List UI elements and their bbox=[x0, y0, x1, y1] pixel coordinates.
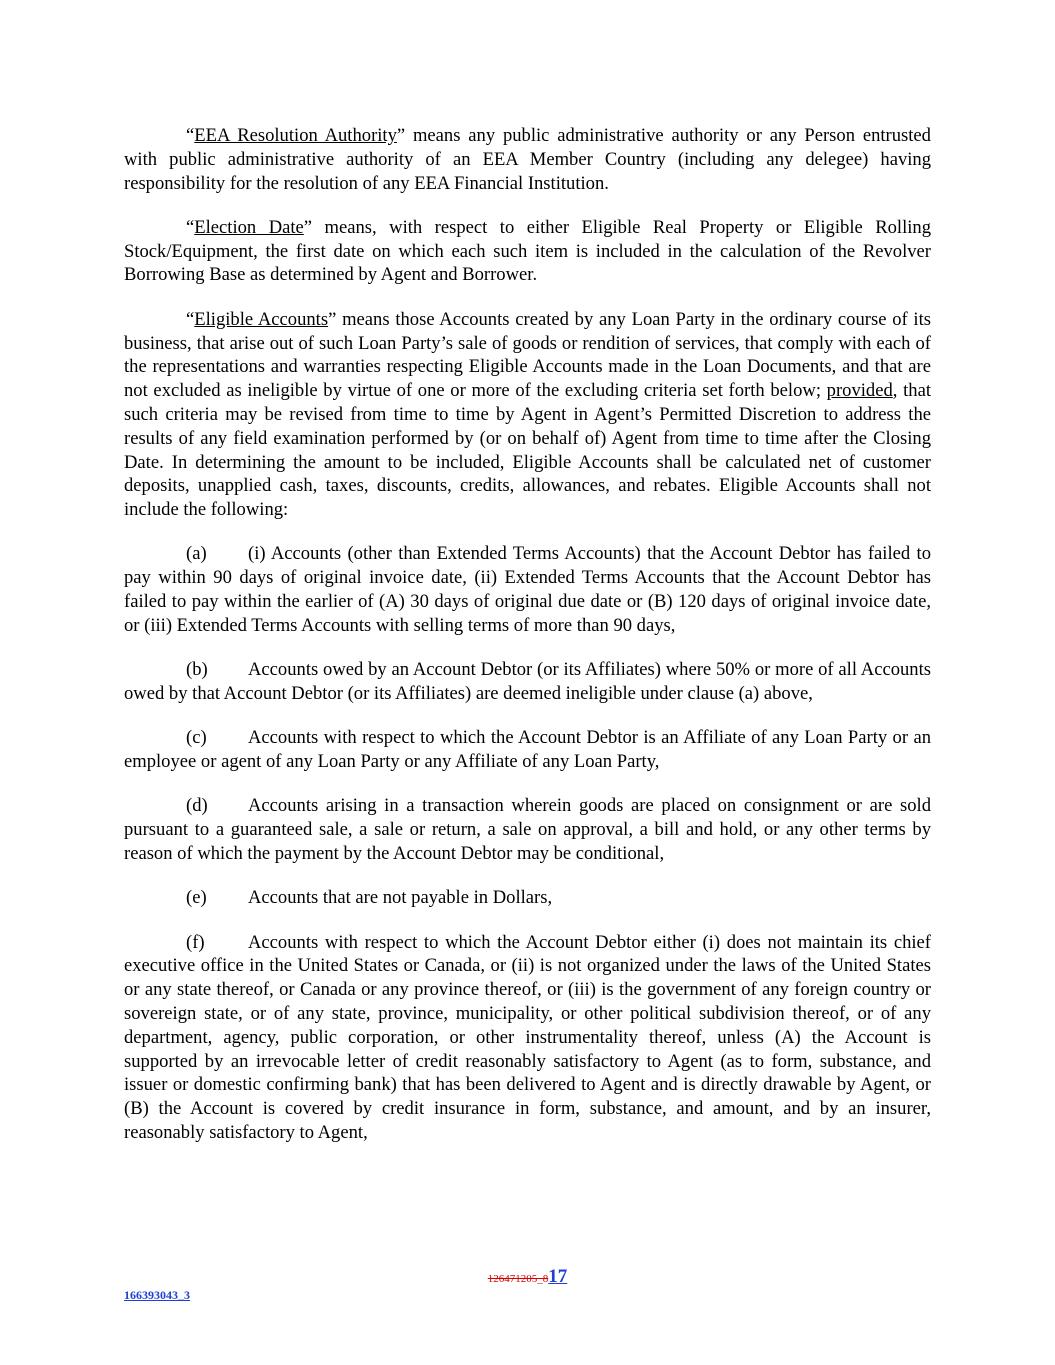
open-quote: “ bbox=[186, 125, 195, 146]
defined-term: Election Date bbox=[194, 216, 304, 238]
deleted-page-number: 126471205_8 bbox=[487, 1273, 549, 1285]
definition-eligible-accounts bbox=[124, 308, 931, 522]
definition-text: ” means those Accounts created by any Loan Party in the ordinary course of its business, that arise out of such Loan Party’s sale of goods or rendition of services, that comply with each of the representations and warranties respecting Eligible Accounts made in the Loan Documents, and that are not excluded as ineligible by virtue of one or more of the excluding criteria set forth below; bbox=[124, 308, 931, 402]
document-body bbox=[124, 124, 931, 1165]
definition-eea-resolution-authority bbox=[124, 124, 931, 195]
clause-label: (a) bbox=[186, 543, 207, 565]
defined-term: Eligible Accounts bbox=[194, 308, 329, 330]
document-id: 166393043_3 bbox=[124, 1288, 190, 1302]
clause-text: Accounts owed by an Account Debtor (or its Affiliates) where 50% or more of all Accounts owed by that Account Debtor (or its Affiliates) are deemed ineligible under clause (a) above, bbox=[124, 659, 931, 704]
definition-text-continued: , that such criteria may be revised from time to time by Agent in Agent’s Permitted Discretion to address the results of any field examination performed by (or on behalf of) Agent from time to time after the Closing Date. In determining the amount to be included, Eligible Accounts shall be calculated net of customer deposits, unapplied cash, taxes, discounts, credits, allowances, and rebates. Eligible Accounts shall not include the following: bbox=[124, 380, 931, 521]
clause-c bbox=[124, 726, 931, 774]
definition-text: ” means, with respect to either Eligible Real Property or Eligible Rolling Stock/Equipment, the first date on which each such item is included in the calculation of the Revolver Borrowing Base as determined by Agent and Borrower. bbox=[124, 216, 932, 286]
clause-a bbox=[124, 542, 931, 637]
clause-text: Accounts that are not payable in Dollars, bbox=[248, 887, 553, 909]
clause-text: Accounts arising in a transaction wherein goods are placed on consignment or are sold pursuant to a guaranteed sale, a sale or return, a sale on approval, a bill and hold, or any other terms by reason of which the payment by the Account Debtor may be conditional, bbox=[124, 795, 931, 864]
clause-label: (b) bbox=[186, 659, 208, 681]
definition-text: ” means any public administrative authority or any Person entrusted with public administrative authority of an EEA Member Country (including any delegee) having responsibility for the resolution of any EEA Financial Institution. bbox=[124, 125, 931, 194]
clause-f bbox=[124, 931, 931, 1145]
provided-keyword: provided bbox=[826, 380, 893, 402]
open-quote: “ bbox=[186, 216, 195, 238]
inserted-page-number: 17 bbox=[548, 1266, 568, 1287]
clause-text: Accounts with respect to which the Account Debtor either (i) does not maintain its chief executive office in the United States or Canada, or (ii) is not organized under the laws of the United States or any state thereof, or Canada or any province thereof, or (iii) is the government of any foreign country or sovereign state, or of any state, province, municipality, or other political subdivision thereof, or of any department, agency, public corporation, or other instrumentality thereof, unless (A) the Account is supported by an irrevocable letter of credit reasonably satisfactory to Agent (as to form, substance, and issuer or domestic confirming bank) that has been delivered to Agent and is directly drawable by Agent, or (B) the Account is covered by credit insurance in form, substance, and amount, and by an insurer, reasonably satisfactory to Agent, bbox=[124, 931, 931, 1143]
defined-term: EEA Resolution Authority bbox=[194, 125, 397, 146]
clause-label: (e) bbox=[186, 887, 207, 909]
clause-text: (i) Accounts (other than Extended Terms Accounts) that the Account Debtor has failed to pay within 90 days of original invoice date, (ii) Extended Terms Accounts that the Account Debtor has failed to pay within the earlier of (A) 30 days of original due date or (B) 120 days of original invoice date, or (iii) Extended Terms Accounts with selling terms of more than 90 days, bbox=[124, 543, 931, 636]
clause-text: Accounts with respect to which the Account Debtor is an Affiliate of any Loan Party or an employee or agent of any Loan Party or any Affiliate of any Loan Party, bbox=[124, 727, 931, 773]
clause-label: (c) bbox=[186, 727, 207, 749]
open-quote: “ bbox=[186, 308, 195, 330]
definition-election-date bbox=[124, 216, 931, 287]
page-number bbox=[0, 1266, 1055, 1288]
clause-label: (f) bbox=[186, 931, 205, 953]
clause-e bbox=[124, 886, 931, 910]
clause-d bbox=[124, 794, 931, 865]
clause-b bbox=[124, 658, 931, 706]
clause-label: (d) bbox=[186, 795, 208, 817]
